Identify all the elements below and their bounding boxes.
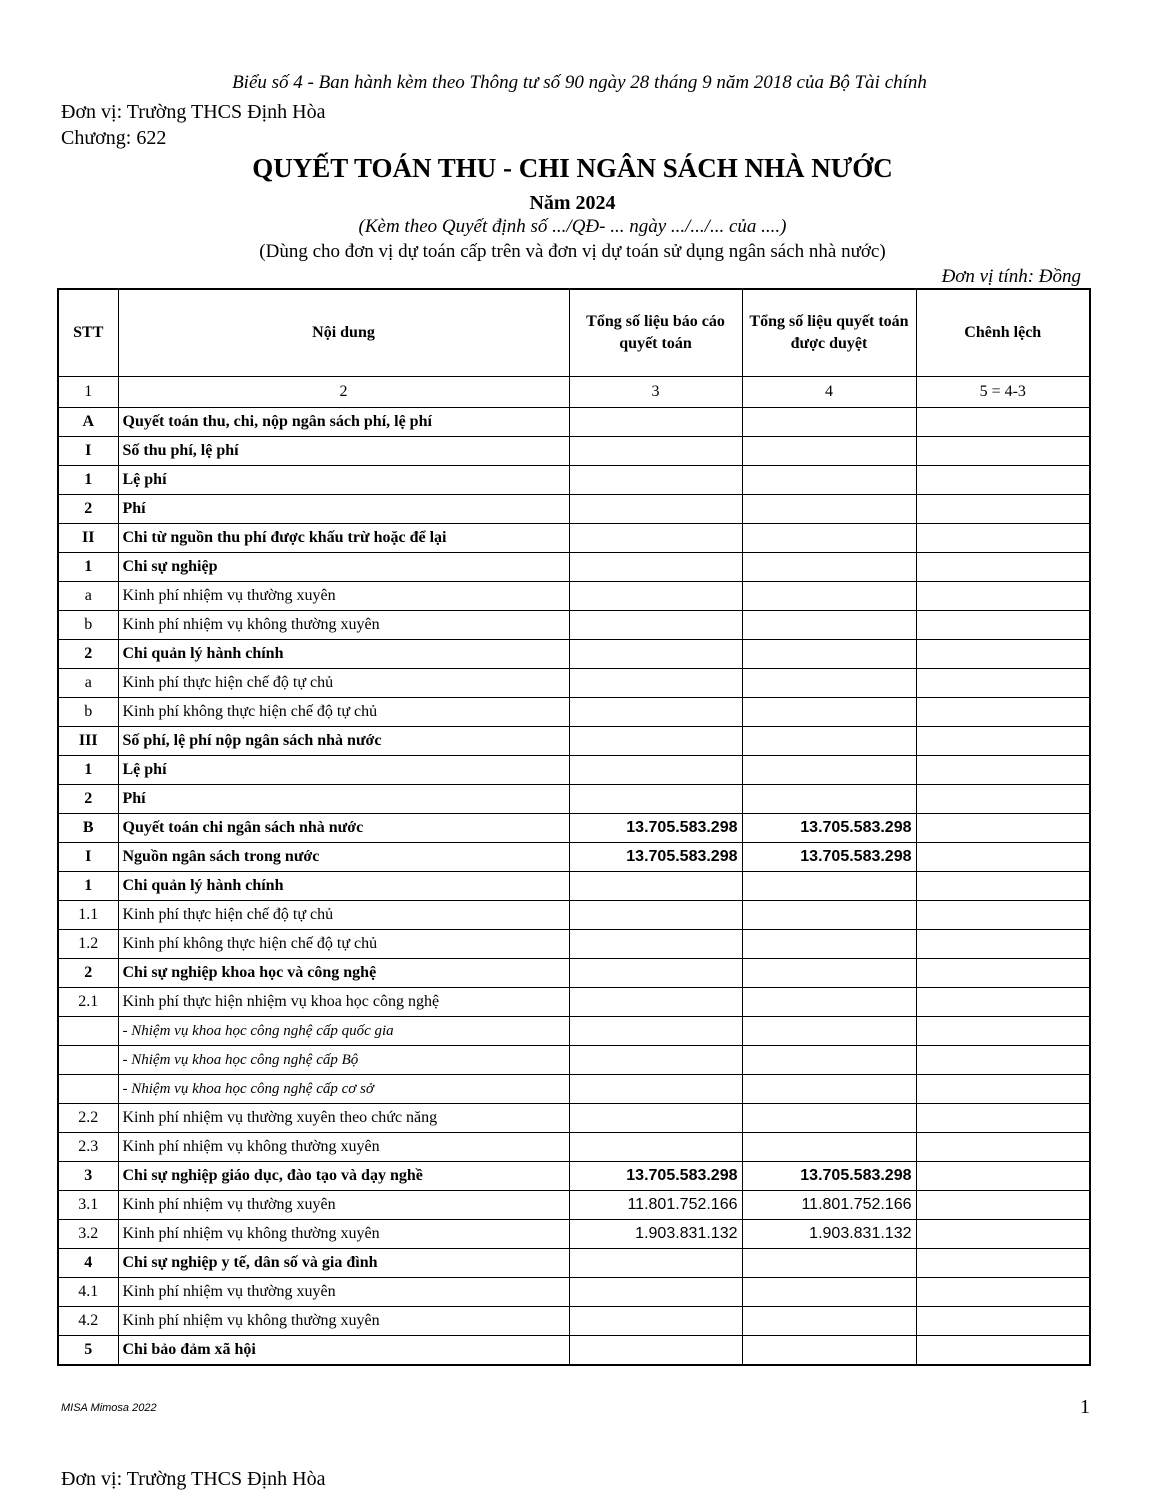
row-stt: 1 [58, 756, 118, 785]
row-difference [916, 1191, 1090, 1220]
row-difference [916, 727, 1090, 756]
row-approved-amount: 13.705.583.298 [742, 814, 916, 843]
row-content: Quyết toán chi ngân sách nhà nước [118, 814, 569, 843]
row-approved-amount [742, 524, 916, 553]
row-difference [916, 1278, 1090, 1307]
row-difference [916, 1336, 1090, 1366]
row-stt: b [58, 698, 118, 727]
row-content: Lệ phí [118, 756, 569, 785]
column-header-stt: STT [58, 289, 118, 377]
row-content: Chi sự nghiệp giáo dục, đào tạo và dạy nghề [118, 1162, 569, 1191]
row-difference [916, 1307, 1090, 1336]
row-difference [916, 814, 1090, 843]
row-difference [916, 437, 1090, 466]
row-difference [916, 640, 1090, 669]
row-difference [916, 466, 1090, 495]
row-difference [916, 1104, 1090, 1133]
row-difference [916, 988, 1090, 1017]
row-stt: 1 [58, 466, 118, 495]
row-content: Số thu phí, lệ phí [118, 437, 569, 466]
row-difference [916, 843, 1090, 872]
row-stt: III [58, 727, 118, 756]
row-content: Kinh phí nhiệm vụ không thường xuyên [118, 611, 569, 640]
column-header-content: Nội dung [118, 289, 569, 377]
table-row [58, 901, 1090, 930]
table-row [58, 698, 1090, 727]
row-approved-amount [742, 408, 916, 437]
row-difference [916, 495, 1090, 524]
row-approved-amount [742, 1017, 916, 1046]
row-content: Phí [118, 495, 569, 524]
attachment-note: (Kèm theo Quyết định số .../QĐ- ... ngày .../.../... của ....) [358, 216, 787, 237]
report-year: Năm 2024 [529, 192, 616, 214]
row-content: - Nhiệm vụ khoa học công nghệ cấp cơ sở [118, 1075, 569, 1104]
form-reference-note: Biểu số 4 - Ban hành kèm theo Thông tư số 90 ngày 28 tháng 9 năm 2018 của Bộ Tài chính [232, 72, 927, 93]
row-stt: 1.2 [58, 930, 118, 959]
row-content: Lệ phí [118, 466, 569, 495]
row-approved-amount [742, 669, 916, 698]
row-difference [916, 698, 1090, 727]
row-stt: 2 [58, 495, 118, 524]
row-approved-amount: 13.705.583.298 [742, 843, 916, 872]
row-approved-amount: 11.801.752.166 [742, 1191, 916, 1220]
table-row [58, 756, 1090, 785]
row-approved-amount [742, 1249, 916, 1278]
row-reported-amount [569, 611, 742, 640]
column-number: 3 [569, 377, 742, 408]
table-row [58, 1133, 1090, 1162]
table-row [58, 959, 1090, 988]
row-approved-amount [742, 1307, 916, 1336]
row-reported-amount [569, 640, 742, 669]
row-content: Chi quản lý hành chính [118, 872, 569, 901]
row-difference [916, 1075, 1090, 1104]
row-reported-amount [569, 785, 742, 814]
row-approved-amount [742, 1075, 916, 1104]
row-reported-amount: 1.903.831.132 [569, 1220, 742, 1249]
row-content: Kinh phí nhiệm vụ thường xuyên [118, 1191, 569, 1220]
row-reported-amount: 11.801.752.166 [569, 1191, 742, 1220]
table-row [58, 1104, 1090, 1133]
row-difference [916, 1249, 1090, 1278]
row-stt: 1 [58, 872, 118, 901]
row-stt: 3.2 [58, 1220, 118, 1249]
row-content: - Nhiệm vụ khoa học công nghệ cấp quốc gia [118, 1017, 569, 1046]
table-row [58, 1075, 1090, 1104]
column-number: 1 [58, 377, 118, 408]
row-reported-amount [569, 1046, 742, 1075]
row-content: Kinh phí nhiệm vụ không thường xuyên [118, 1307, 569, 1336]
row-difference [916, 872, 1090, 901]
row-reported-amount [569, 727, 742, 756]
row-approved-amount: 13.705.583.298 [742, 1162, 916, 1191]
table-row [58, 524, 1090, 553]
row-approved-amount [742, 611, 916, 640]
table-row [58, 1220, 1090, 1249]
row-stt: b [58, 611, 118, 640]
table-row [58, 669, 1090, 698]
row-reported-amount [569, 1075, 742, 1104]
row-approved-amount [742, 1046, 916, 1075]
table-row [58, 1162, 1090, 1191]
row-content: Chi sự nghiệp [118, 553, 569, 582]
row-difference [916, 582, 1090, 611]
row-content: Số phí, lệ phí nộp ngân sách nhà nước [118, 727, 569, 756]
row-approved-amount: 1.903.831.132 [742, 1220, 916, 1249]
row-stt: 4 [58, 1249, 118, 1278]
column-number: 4 [742, 377, 916, 408]
row-reported-amount [569, 669, 742, 698]
row-difference [916, 524, 1090, 553]
table-row [58, 1278, 1090, 1307]
table-row [58, 1249, 1090, 1278]
row-stt: I [58, 437, 118, 466]
row-content: Quyết toán thu, chi, nộp ngân sách phí, lệ phí [118, 408, 569, 437]
row-reported-amount [569, 466, 742, 495]
row-content: Chi sự nghiệp khoa học và công nghệ [118, 959, 569, 988]
row-reported-amount [569, 901, 742, 930]
organization-unit: Đơn vị: Trường THCS Định Hòa [61, 101, 326, 123]
row-content: Kinh phí thực hiện nhiệm vụ khoa học công nghệ [118, 988, 569, 1017]
table-row [58, 988, 1090, 1017]
row-stt: B [58, 814, 118, 843]
row-reported-amount [569, 582, 742, 611]
row-content: Chi quản lý hành chính [118, 640, 569, 669]
row-stt [58, 1075, 118, 1104]
row-difference [916, 930, 1090, 959]
table-row [58, 1336, 1090, 1366]
row-reported-amount [569, 756, 742, 785]
row-content: Chi bảo đảm xã hội [118, 1336, 569, 1366]
row-difference [916, 1133, 1090, 1162]
row-content: Kinh phí thực hiện chế độ tự chủ [118, 669, 569, 698]
table-row [58, 1191, 1090, 1220]
table-row [58, 1046, 1090, 1075]
row-approved-amount [742, 1336, 916, 1366]
row-content: Kinh phí nhiệm vụ không thường xuyên [118, 1133, 569, 1162]
next-page-unit: Đơn vị: Trường THCS Định Hòa [61, 1468, 326, 1490]
row-reported-amount [569, 872, 742, 901]
row-reported-amount [569, 1336, 742, 1366]
row-approved-amount [742, 640, 916, 669]
column-number: 2 [118, 377, 569, 408]
table-row [58, 1307, 1090, 1336]
row-reported-amount [569, 437, 742, 466]
row-difference [916, 901, 1090, 930]
row-approved-amount [742, 1133, 916, 1162]
row-reported-amount [569, 553, 742, 582]
row-approved-amount [742, 872, 916, 901]
row-reported-amount: 13.705.583.298 [569, 814, 742, 843]
row-reported-amount: 13.705.583.298 [569, 843, 742, 872]
row-stt: 2.2 [58, 1104, 118, 1133]
currency-unit: Đơn vị tính: Đồng [941, 266, 1081, 287]
row-difference [916, 785, 1090, 814]
row-stt: 1.1 [58, 901, 118, 930]
column-header-approved: Tổng số liệu quyết toán được duyệt [742, 289, 916, 377]
row-reported-amount [569, 1017, 742, 1046]
row-reported-amount [569, 1133, 742, 1162]
row-reported-amount [569, 959, 742, 988]
row-difference [916, 756, 1090, 785]
row-difference [916, 1046, 1090, 1075]
row-reported-amount [569, 408, 742, 437]
table-row [58, 553, 1090, 582]
column-header-difference: Chênh lệch [916, 289, 1090, 377]
row-approved-amount [742, 1104, 916, 1133]
row-approved-amount [742, 727, 916, 756]
row-approved-amount [742, 930, 916, 959]
row-stt: 5 [58, 1336, 118, 1366]
row-stt [58, 1046, 118, 1075]
table-row [58, 872, 1090, 901]
row-reported-amount [569, 1278, 742, 1307]
page-title: QUYẾT TOÁN THU - CHI NGÂN SÁCH NHÀ NƯỚC [252, 153, 893, 183]
row-content: Kinh phí thực hiện chế độ tự chủ [118, 901, 569, 930]
row-stt: a [58, 669, 118, 698]
row-stt: 4.1 [58, 1278, 118, 1307]
table-row [58, 495, 1090, 524]
row-stt: 1 [58, 553, 118, 582]
row-approved-amount [742, 756, 916, 785]
row-difference [916, 611, 1090, 640]
row-approved-amount [742, 901, 916, 930]
page-number: 1 [1080, 1396, 1090, 1418]
row-difference [916, 408, 1090, 437]
table-row [58, 611, 1090, 640]
table-row [58, 1017, 1090, 1046]
row-stt: II [58, 524, 118, 553]
row-difference [916, 1220, 1090, 1249]
row-difference [916, 553, 1090, 582]
table-row [58, 930, 1090, 959]
row-content: Kinh phí không thực hiện chế độ tự chủ [118, 698, 569, 727]
row-content: Kinh phí nhiệm vụ thường xuyên [118, 1278, 569, 1307]
table-row [58, 727, 1090, 756]
table-body [58, 408, 1090, 1366]
row-difference [916, 959, 1090, 988]
row-reported-amount [569, 930, 742, 959]
row-stt: 3 [58, 1162, 118, 1191]
row-approved-amount [742, 785, 916, 814]
row-content: Kinh phí nhiệm vụ thường xuyên [118, 582, 569, 611]
row-approved-amount [742, 437, 916, 466]
row-content: Nguồn ngân sách trong nước [118, 843, 569, 872]
table-row [58, 843, 1090, 872]
row-approved-amount [742, 959, 916, 988]
table-row [58, 640, 1090, 669]
row-approved-amount [742, 988, 916, 1017]
row-content: Kinh phí nhiệm vụ thường xuyên theo chức năng [118, 1104, 569, 1133]
row-reported-amount: 13.705.583.298 [569, 1162, 742, 1191]
row-difference [916, 1162, 1090, 1191]
settlement-table [57, 288, 1091, 1366]
row-reported-amount [569, 1307, 742, 1336]
table-row [58, 437, 1090, 466]
software-footer: MISA Mimosa 2022 [61, 1402, 157, 1414]
table-row [58, 582, 1090, 611]
table-row [58, 408, 1090, 437]
column-number-row [58, 377, 1090, 408]
row-content: Chi từ nguồn thu phí được khấu trừ hoặc để lại [118, 524, 569, 553]
row-stt: 2.3 [58, 1133, 118, 1162]
table-header-row [58, 289, 1090, 377]
row-approved-amount [742, 553, 916, 582]
row-difference [916, 669, 1090, 698]
row-reported-amount [569, 698, 742, 727]
usage-note: (Dùng cho đơn vị dự toán cấp trên và đơn vị dự toán sử dụng ngân sách nhà nước) [259, 241, 886, 262]
row-approved-amount [742, 698, 916, 727]
row-difference [916, 1017, 1090, 1046]
row-content: Chi sự nghiệp y tế, dân số và gia đình [118, 1249, 569, 1278]
row-stt: a [58, 582, 118, 611]
row-stt: A [58, 408, 118, 437]
row-stt: 2.1 [58, 988, 118, 1017]
row-stt: 2 [58, 640, 118, 669]
row-reported-amount [569, 1249, 742, 1278]
budget-chapter: Chương: 622 [61, 127, 167, 149]
row-reported-amount [569, 988, 742, 1017]
table-row [58, 814, 1090, 843]
row-content: Phí [118, 785, 569, 814]
row-stt: I [58, 843, 118, 872]
table-row [58, 785, 1090, 814]
row-approved-amount [742, 466, 916, 495]
row-stt [58, 1017, 118, 1046]
row-reported-amount [569, 1104, 742, 1133]
row-reported-amount [569, 524, 742, 553]
row-content: Kinh phí không thực hiện chế độ tự chủ [118, 930, 569, 959]
row-reported-amount [569, 495, 742, 524]
row-stt: 3.1 [58, 1191, 118, 1220]
table-row [58, 466, 1090, 495]
row-stt: 2 [58, 959, 118, 988]
row-approved-amount [742, 582, 916, 611]
row-content: - Nhiệm vụ khoa học công nghệ cấp Bộ [118, 1046, 569, 1075]
row-stt: 4.2 [58, 1307, 118, 1336]
row-approved-amount [742, 495, 916, 524]
column-header-reported: Tổng số liệu báo cáo quyết toán [569, 289, 742, 377]
row-stt: 2 [58, 785, 118, 814]
row-content: Kinh phí nhiệm vụ không thường xuyên [118, 1220, 569, 1249]
column-number: 5 = 4-3 [916, 377, 1090, 408]
row-approved-amount [742, 1278, 916, 1307]
